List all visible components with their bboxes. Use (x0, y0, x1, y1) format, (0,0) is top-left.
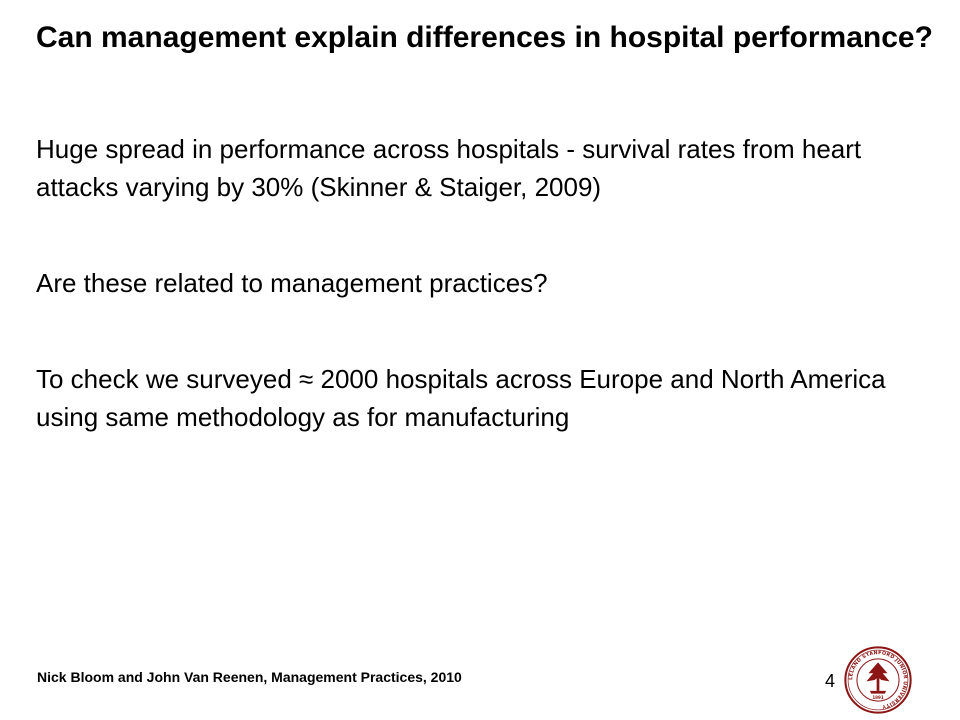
seal-text: LELAND STANFORD JUNIOR UNIVERSITY (848, 650, 908, 710)
body-paragraph: Huge spread in performance across hospitals - survival rates from heart attacks varying by 30% (Skinner & Staiger, 2009) (36, 134, 862, 202)
university-seal-icon (844, 646, 912, 714)
body-paragraph: Are these related to management practices? (36, 268, 548, 298)
slide-title: Can management explain differences in hospital performance? (36, 21, 933, 54)
body-paragraph: To check we surveyed ≈ 2000 hospitals across Europe and North America using same methodology as for manufacturing (36, 364, 886, 432)
page-number: 4 (825, 671, 836, 691)
seal-year: 1891 (872, 695, 884, 701)
slide-footer: Nick Bloom and John Van Reenen, Management Practices, 2010 (37, 669, 462, 685)
